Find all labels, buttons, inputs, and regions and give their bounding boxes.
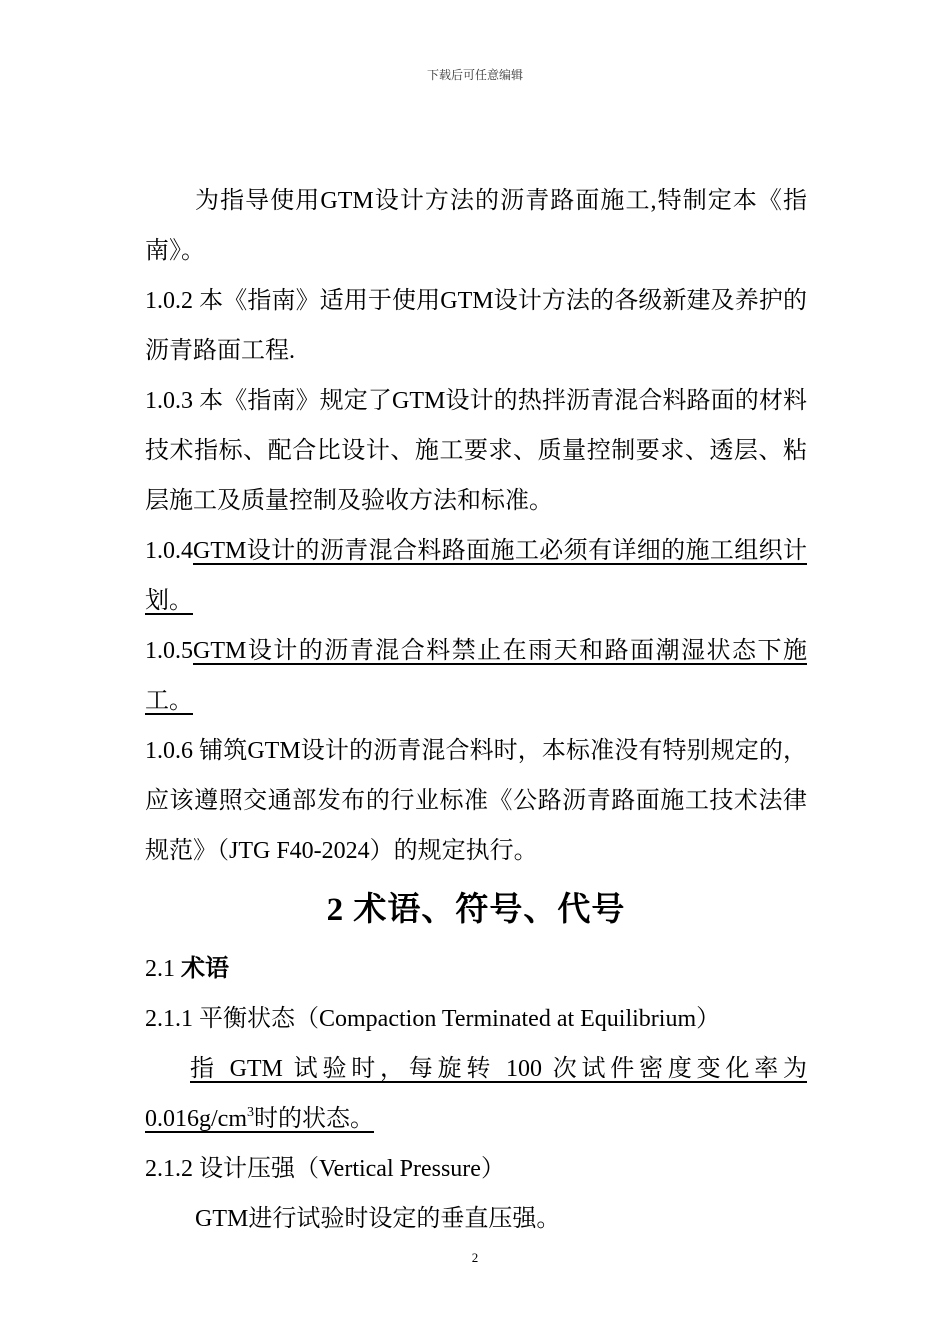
clause-text-underlined: GTM设计的沥青混合料禁止在雨天和路面潮湿状态下施工。 [145, 638, 807, 714]
term-2-1-2-definition: GTM进行试验时设定的垂直压强。 [195, 1206, 561, 1232]
term-2-1-1-definition-line1 [145, 1044, 807, 1094]
unit-superscript: 3 [247, 1105, 254, 1120]
subsection-number: 2.1 [145, 956, 175, 982]
document-body [145, 176, 807, 1244]
term-2-1-2-title: 2.1.2 设计压强（Vertical Pressure） [145, 1156, 505, 1182]
subsection-2-1 [145, 944, 807, 994]
paragraph-intro: 为指导使用GTM设计方法的沥青路面施工,特制定本《指南》。 [145, 188, 807, 264]
clause-number: 1.0.5 [145, 638, 193, 664]
paragraph-1-0-4 [145, 526, 807, 626]
clause-text: 本《指南》规定了GTM设计的热拌沥青混合料路面的材料技术指标、配合比设计、施工要求、质量控制要求、透层、粘层施工及质量控制及验收方法和标准。 [145, 388, 808, 514]
paragraph-1-0-2 [145, 276, 807, 376]
paragraph-1-0-3 [145, 376, 807, 526]
paragraph-1-0-5 [145, 626, 807, 726]
clause-text-underlined: GTM设计的沥青混合料路面施工必须有详细的施工组织计划。 [145, 538, 807, 614]
section-2-heading: 2 术语、符号、代号 [326, 892, 626, 928]
subsection-title: 术语 [181, 956, 229, 982]
term-2-1-1-definition-line2 [145, 1094, 807, 1144]
clause-text: 铺筑GTM设计的沥青混合料时，本标准没有特别规定的，应该遵照交通部发布的行业标准《公路沥青路面施工技术法律规范》（JTG F40-2024）的规定执行。 [145, 738, 808, 864]
definition-text-underlined: 指 GTM 试验时，每旋转 100 次试件密度变化率为 [190, 1056, 807, 1082]
clause-number: 1.0.3 [145, 388, 193, 414]
clause-number: 1.0.6 [145, 738, 193, 764]
term-2-1-1-title: 2.1.1 平衡状态（Compaction Terminated at Equilibrium） [145, 1006, 721, 1032]
density-value: 0.016g/cm [145, 1106, 247, 1132]
page-header: 下载后可任意编辑 [426, 68, 523, 82]
clause-number: 1.0.4 [145, 538, 193, 564]
clause-text: 本《指南》适用于使用GTM设计方法的各级新建及养护的沥青路面工程. [145, 288, 808, 364]
paragraph-1-0-6 [145, 726, 807, 876]
definition-tail: 时的状态。 [254, 1106, 374, 1132]
page-number: 2 [471, 1250, 479, 1265]
clause-number: 1.0.2 [145, 288, 193, 314]
definition-text-underlined [145, 1106, 374, 1132]
